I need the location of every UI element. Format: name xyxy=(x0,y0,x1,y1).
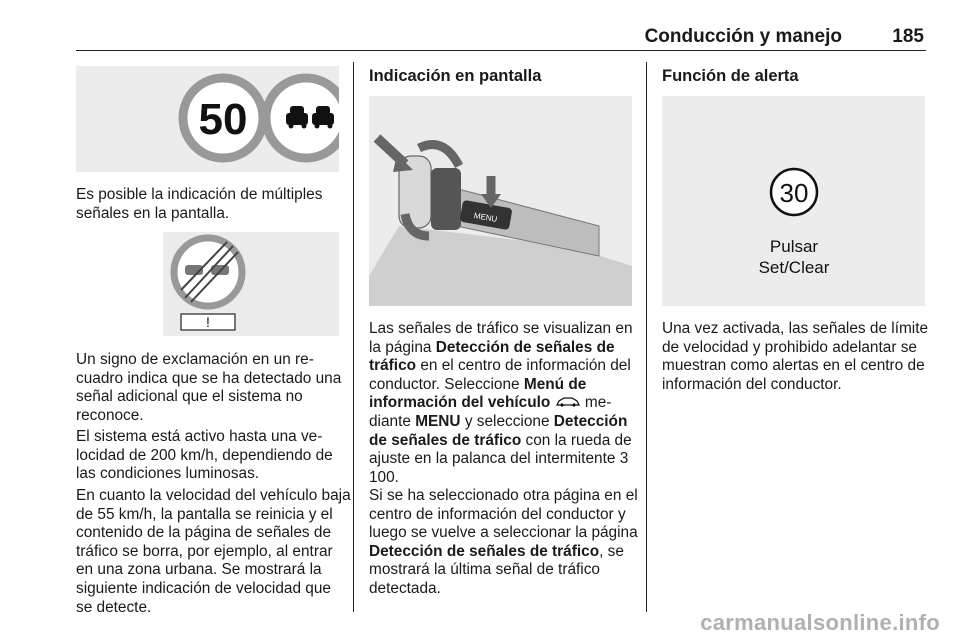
col2-p1-text-g: y seleccione xyxy=(460,412,554,430)
alert-prompt-line-1: Pulsar xyxy=(769,237,819,256)
col2-p1-text-c: en el centro de información del conductor. Seleccione xyxy=(369,357,631,393)
figure-alert-display xyxy=(662,96,925,306)
exclamation-plate-text: ! xyxy=(206,314,210,330)
col2-p1-bold-menu-name: Menú de información del vehículo xyxy=(369,375,587,412)
col2-paragraph-1 xyxy=(369,320,639,487)
speed-limit-value: 50 xyxy=(198,95,248,144)
col2-p1-text-e: mediante xyxy=(369,394,612,430)
col3-heading: Función de alerta xyxy=(662,67,799,85)
menu-button-label: MENU xyxy=(473,210,498,224)
page-header xyxy=(76,0,926,51)
car-icon xyxy=(555,396,581,407)
col1-paragraph-1: Es posible la indicación de múltiples señales en la pantalla. xyxy=(76,186,323,222)
col2-p1-bold-page-name-2: Detección de señales de tráfico xyxy=(369,412,628,449)
col2-paragraph-2 xyxy=(369,487,639,599)
column-divider-1 xyxy=(353,62,354,612)
col1-paragraph-4: En cuanto la velocidad del vehículo baja de 55 km/h, la pantalla se reinicia y el contenido de la página de señales de tráfico se borra, por ejemplo, al entrar en una zona urbana. Se mostrará la siguiente indicación de velocidad que se detecte. xyxy=(76,487,351,616)
figure-turn-signal-lever xyxy=(369,96,632,306)
end-of-no-passing-sign xyxy=(163,232,339,336)
col2-p1-bold-page-name: Detección de señales de tráfico xyxy=(369,338,615,375)
col3-paragraph-1: Una vez activada, las señales de límite de velocidad y prohibido adelantar se muestran como alertas en el centro de información del conductor. xyxy=(662,320,929,393)
col2-p1-text-a: Las señales de tráfico se visualizan en la página xyxy=(369,320,633,356)
col2-p2-text-a: Si se ha seleccionado otra página en el centro de información del conductor y luego se vuelve a seleccionar la página xyxy=(369,487,638,542)
watermark: carmanualsonline.info xyxy=(700,610,940,635)
col2-p2-text-c: , se mostrará la última señal de tráfico detectada. xyxy=(369,542,624,597)
col2-p1-bold-menu-key: MENU xyxy=(415,412,461,430)
col1-paragraph-2: Un signo de exclamación en un recuadro indica que se ha detectado una señal adicional que el sistema no reconoce. xyxy=(76,351,342,424)
page-number: 185 xyxy=(892,26,924,47)
section-title: Conducción y manejo xyxy=(644,26,842,47)
speed-limit-and-no-passing-signs xyxy=(76,66,339,172)
col1-paragraph-3: El sistema está activo hasta una velocidad de 200 km/h, dependiendo de las condiciones luminosas. xyxy=(76,428,333,483)
col2-p1-text-i: con la rueda de ajuste en la palanca del intermitente xyxy=(369,431,632,468)
column-divider-2 xyxy=(646,62,647,612)
page-reference: 3 100. xyxy=(369,450,629,486)
col2-p2-bold-page-name: Detección de señales de tráfico xyxy=(369,542,600,560)
figure-end-no-overtaking xyxy=(163,232,339,336)
alert-display-illustration xyxy=(662,96,925,306)
col2-heading: Indicación en pantalla xyxy=(369,67,542,85)
turn-signal-lever-illustration xyxy=(369,96,632,306)
alert-prompt-line-2: Set/Clear xyxy=(758,258,830,277)
figure-speed-no-overtaking xyxy=(76,66,339,172)
alert-speed-value: 30 xyxy=(779,178,809,208)
